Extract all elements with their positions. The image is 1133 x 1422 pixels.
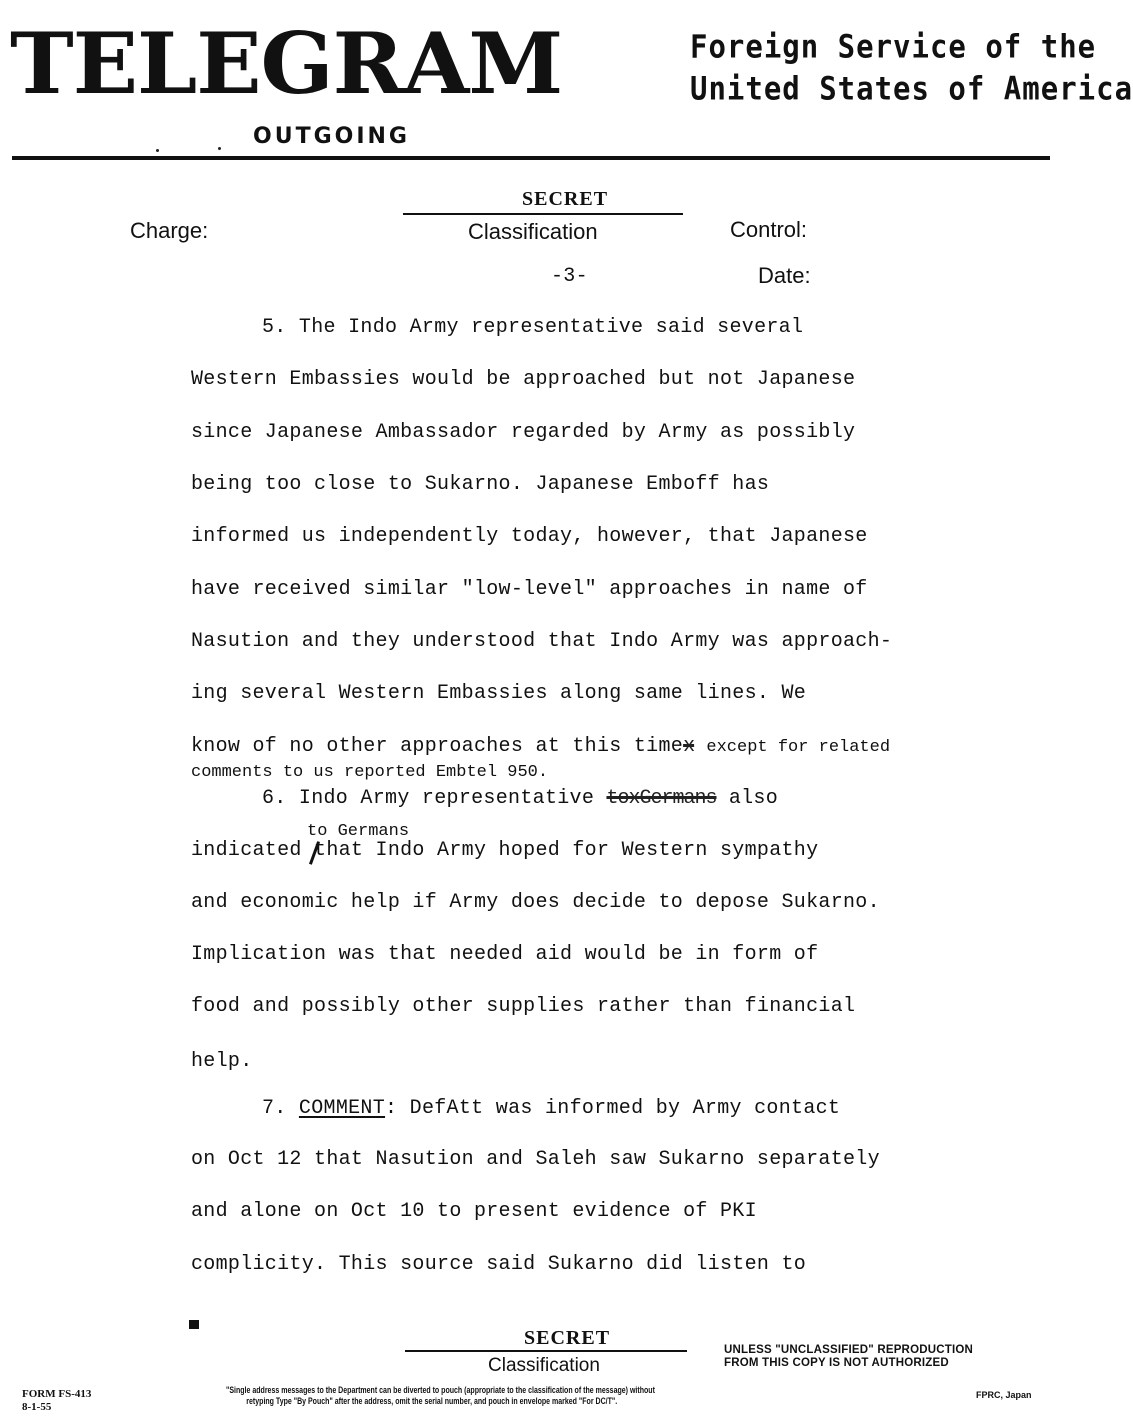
para7-number: 7. [262,1097,287,1120]
notice-line: UNLESS "UNCLASSIFIED" REPRODUCTION [724,1344,973,1356]
body-line: 5. The Indo Army representative said several [262,316,804,339]
reproduction-notice [724,1344,973,1370]
body-line: food and possibly other supplies rather than financial [191,995,856,1018]
footer-classification-rule [405,1350,687,1352]
form-line: FORM FS-413 [22,1388,92,1400]
body-line: and economic help if Army does decide to depose Sukarno. [191,891,880,914]
body-line: being too close to Sukarno. Japanese Emboff has [191,473,770,496]
classification-label: Classification [468,219,598,244]
printer-mark: FPRC, Japan [976,1390,1032,1400]
outgoing-label: OUTGOING [253,124,410,149]
body-line: indicated that Indo Army hoped for Western sympathy [191,839,819,862]
speck-mark [218,147,221,150]
form-number [22,1388,91,1414]
classification-rule [403,213,683,215]
insert-line: comments to us reported Embtel 950. [191,763,549,782]
date-label: Date: [758,263,811,288]
body-line: and alone on Oct 10 to present evidence of PKI [191,1200,757,1223]
ink-mark [189,1320,199,1329]
struck-text: toxGermans [606,787,717,810]
struck-character: x [683,735,695,758]
footer-classification-label: Classification [488,1355,600,1376]
notice-line: FROM THIS COPY IS NOT AUTHORIZED [724,1357,949,1369]
body-line: on Oct 12 that Nasution and Saleh saw Sukarno separately [191,1148,880,1171]
speck-mark [156,149,159,152]
agency-line-2: United States of America [690,70,1133,108]
body-line: Implication was that needed aid would be in form of [191,943,819,966]
para7-first-text: : DefAtt was informed by Army contact [385,1097,841,1120]
footer-classification-value: SECRET [524,1327,611,1349]
classification-value: SECRET [522,188,609,210]
para7-first-line [262,1097,840,1120]
body-line: informed us independently today, however, that Japanese [191,525,868,548]
comment-heading: COMMENT [298,1097,386,1120]
body-line: since Japanese Ambassador regarded by Army as possibly [191,421,856,444]
form-line: 8-1-55 [22,1401,52,1413]
control-label: Control: [730,217,808,242]
agency-line-1: Foreign Service of the [690,28,1097,66]
body-line: complicity. This source said Sukarno did listen to [191,1253,807,1276]
telegram-title: TELEGRAM [10,14,563,113]
body-line: have received similar "low-level" approaches in name of [191,578,868,601]
page-number: -3- [551,265,588,288]
body-line: help. [191,1050,253,1073]
pouch-instructions [226,1385,866,1407]
para6-start: 6. Indo Army representative [262,787,595,810]
body-line-with-insert [191,735,890,758]
para6-end: also [728,787,779,810]
charge-label: Charge: [130,218,209,243]
instruction-line: "Single address messages to the Department can be diverted to pouch (appropriate to the classification of the message) without [226,1385,655,1395]
para6-first-line [262,787,778,810]
insert-text: except for related [706,738,891,757]
body-line: Nasution and they understood that Indo Army was approach- [191,630,893,653]
instruction-line: retyping Type "By Pouch" after the address, omit the serial number, and pouch in envelope marked "For DC/T". [246,1396,618,1406]
body-line: Western Embassies would be approached but not Japanese [191,368,856,391]
insert-to-germans: to Germans [307,822,410,841]
body-line-text: know of no other approaches at this time [191,735,684,758]
header-rule [12,156,1050,160]
body-line: ing several Western Embassies along same lines. We [191,682,807,705]
